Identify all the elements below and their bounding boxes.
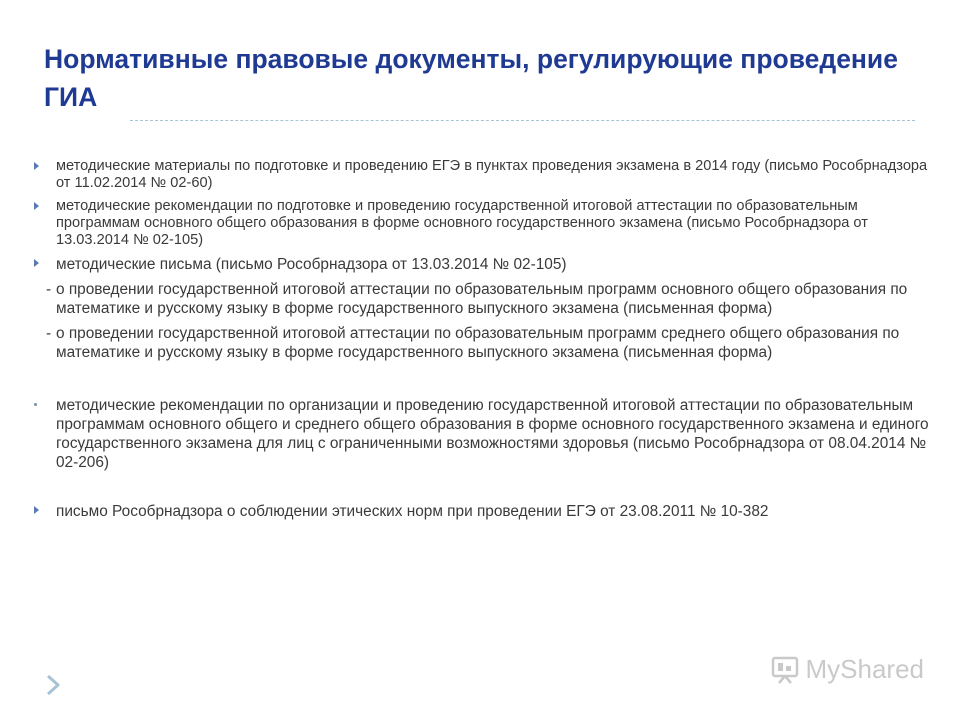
dot-bullet-icon	[34, 403, 37, 406]
sub-list-item	[34, 324, 934, 362]
slide-content	[34, 158, 934, 527]
list-item-text: методические материалы по подготовке и проведению ЕГЭ в пунктах проведения экзамена в 2014 году (письмо Рособрнадзора от 11.02.2014 № 02-60)	[56, 158, 928, 191]
watermark	[770, 654, 925, 685]
triangle-bullet-icon	[34, 259, 39, 267]
triangle-bullet-icon	[34, 202, 39, 210]
dash-marker: -	[46, 325, 52, 342]
list-item	[34, 502, 934, 521]
sub-list-item	[34, 280, 934, 318]
list-item-text: письмо Рособрнадзора о соблюдении этических норм при проведении ЕГЭ от 23.08.2011 № 10-382	[56, 503, 769, 520]
list-item	[34, 198, 934, 249]
title-divider	[130, 120, 915, 121]
sub-list-item-text: о проведении государственной итоговой аттестации по образовательным программ среднего общего образования по математике и русскому языку в форме государственного выпускного экзамена (письменная форма)	[56, 325, 900, 361]
dash-marker: -	[46, 281, 52, 298]
chevron-right-icon[interactable]	[44, 674, 62, 696]
slide-title: Нормативные правовые документы, регулирующие проведение ГИА	[44, 44, 898, 112]
sub-list-item-text: о проведении государственной итоговой аттестации по образовательным программ основного общего образования по математике и русскому языку в форме государственного выпускного экзамена (письменная форма)	[56, 281, 908, 317]
presentation-board-icon	[770, 655, 800, 685]
list-item	[34, 255, 934, 274]
list-item-text: методические рекомендации по подготовке и проведению государственной итоговой аттестации по образовательным программам основного общего образования в форме основного государственного экзамена (письмо Рособрнадзора от 13.03.2014 № 02-105)	[56, 198, 868, 248]
list-item-text: методические письма (письмо Рособрнадзора от 13.03.2014 № 02-105)	[56, 256, 567, 273]
list-item	[34, 396, 934, 472]
triangle-bullet-icon	[34, 506, 39, 514]
watermark-text: MyShared	[805, 654, 924, 684]
triangle-bullet-icon	[34, 162, 39, 170]
list-item	[34, 158, 934, 192]
list-item-text: методические рекомендации по организации и проведению государственной итоговой аттестации по образовательным программам основного общего и среднего общего образования в форме основного государственного экзамена и единого государственного экзамена для лиц с ограниченными возможностями здоровья (письмо Рособрнадзора от 08.04.2014 № 02-206)	[56, 397, 929, 471]
